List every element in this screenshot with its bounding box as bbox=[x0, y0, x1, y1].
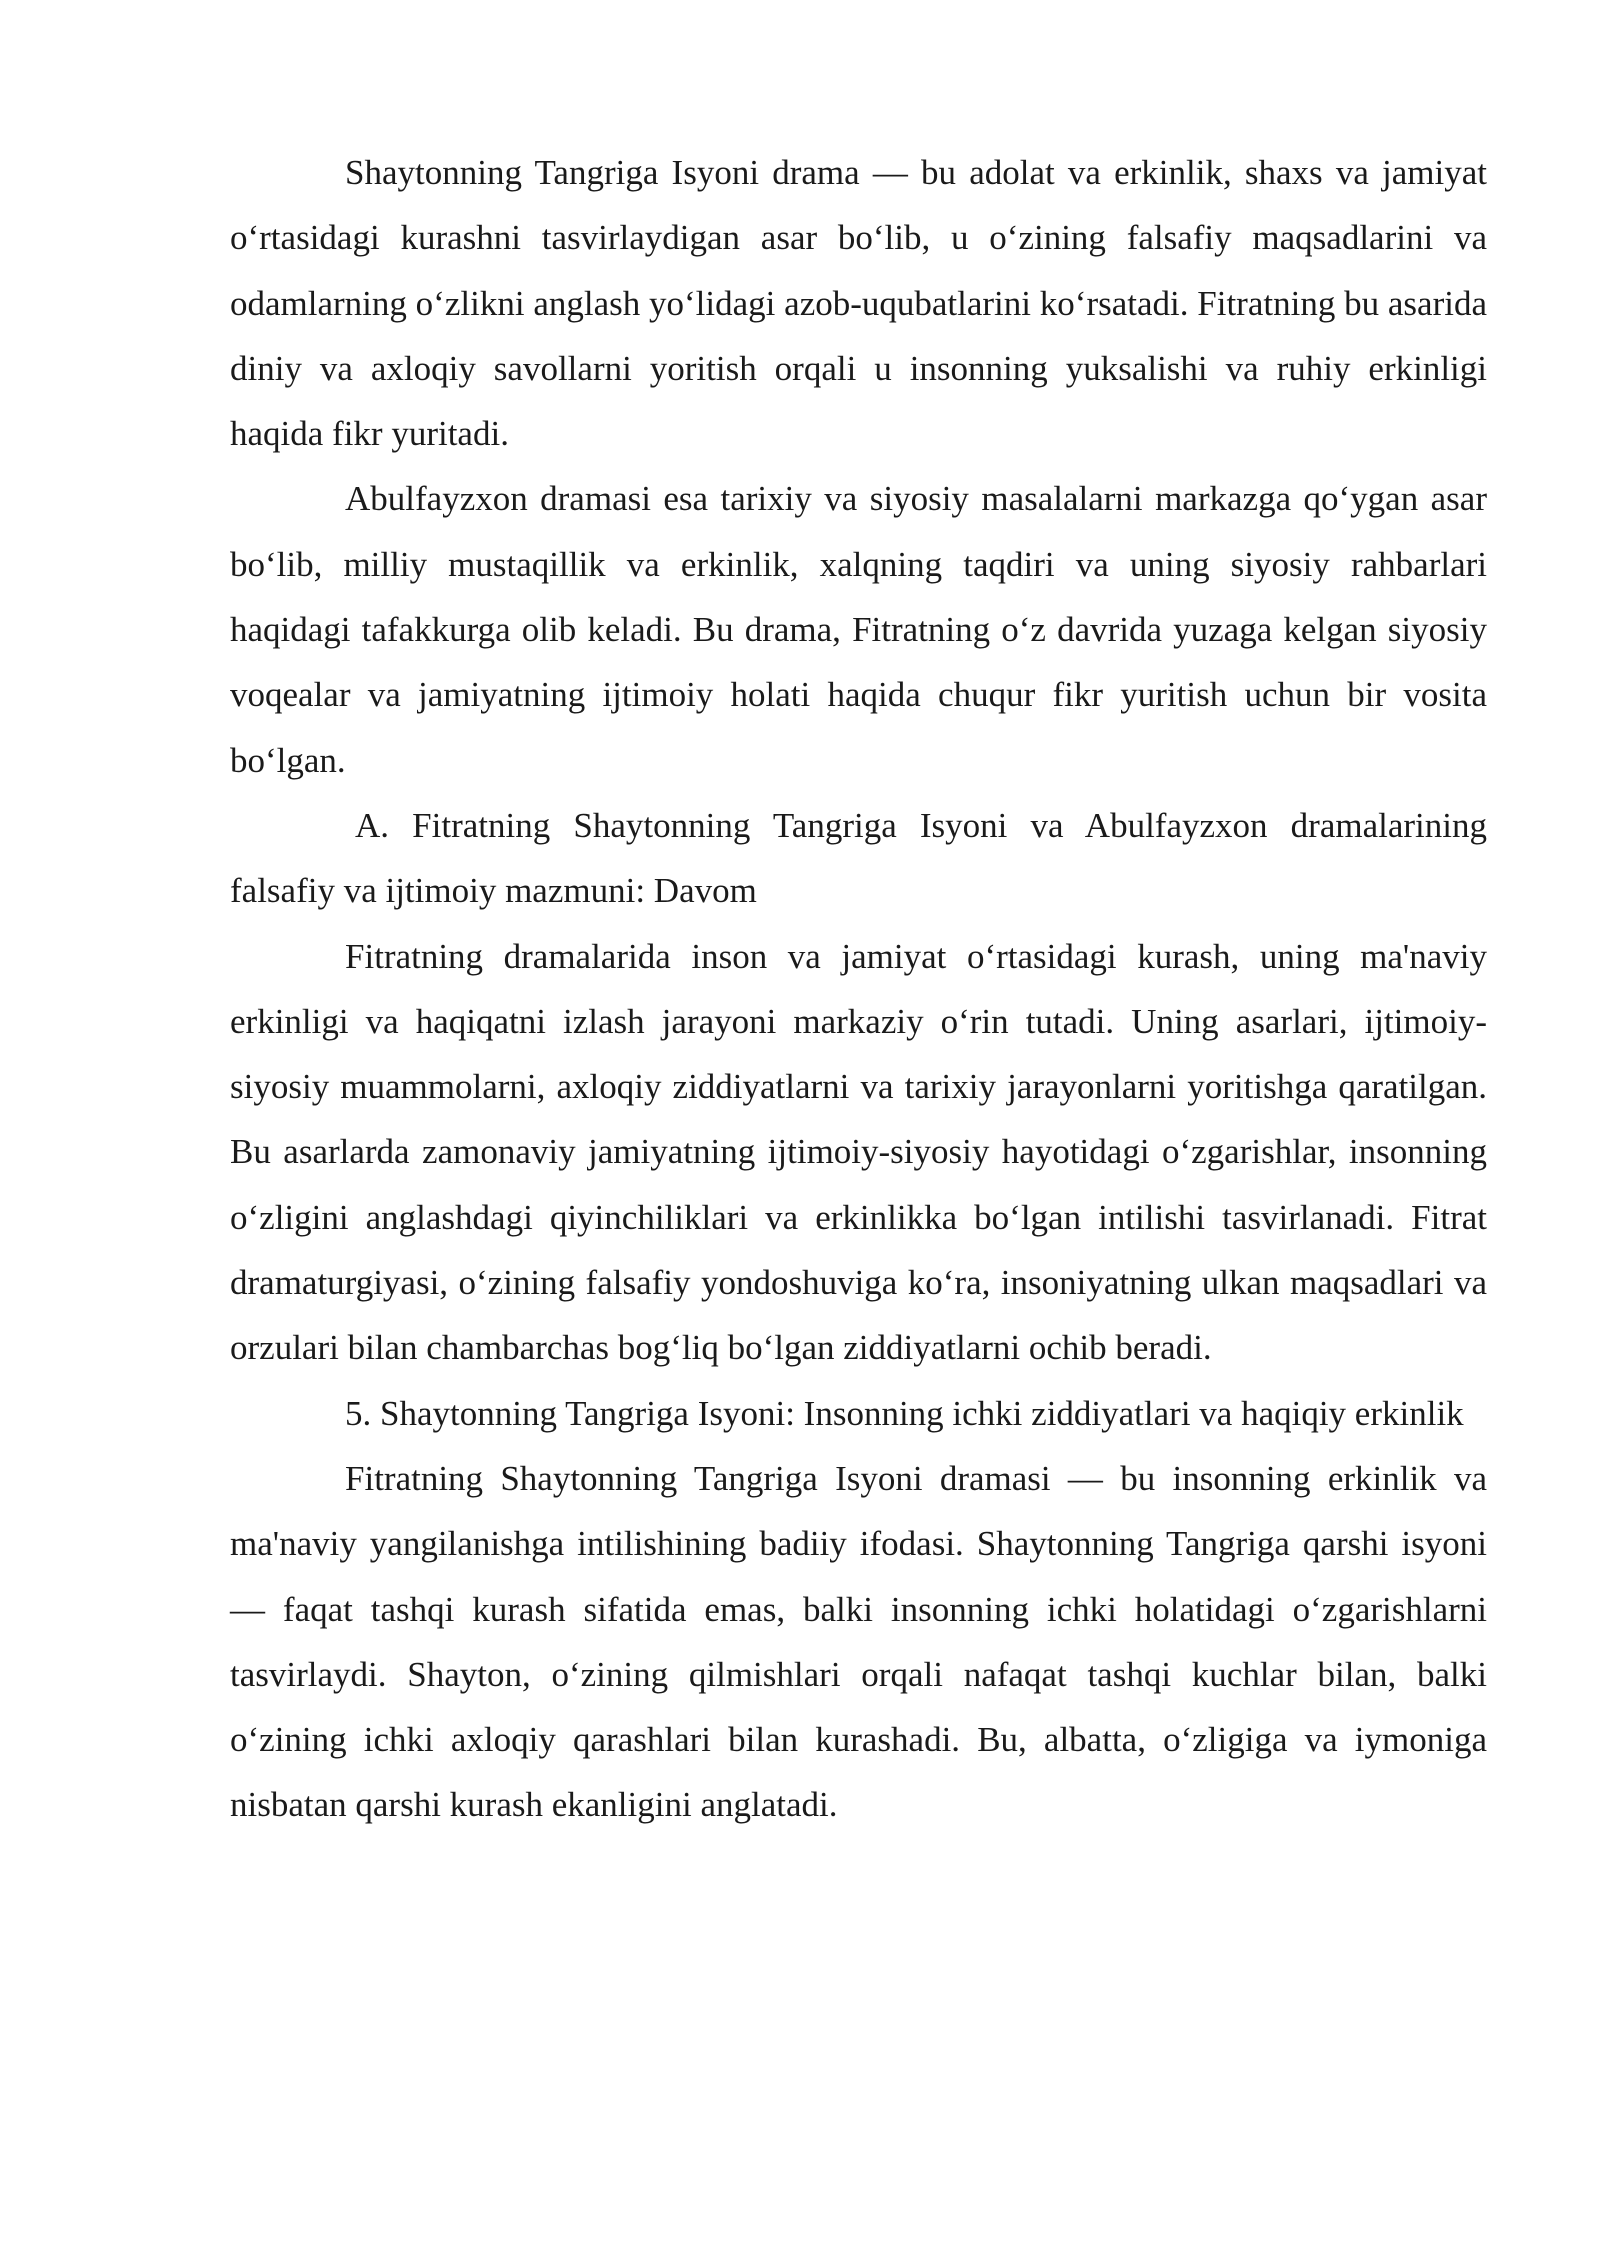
paragraph-shayton-drama: Fitratning Shaytonning Tangriga Isyoni dramasi — bu insonning erkinlik va ma'naviy yangilanishga intilishining badiiy ifodasi. Shaytonning Tangriga qarshi isyoni — faqat tashqi kurash sifatida emas, balki insonning ichki holatidagi o‘zgarishlarni tasvirlaydi. Shayton, o‘zining qilmishlari orqali nafaqat tashqi kuchlar bilan, balki o‘zining ichki axloqiy qarashlari bilan kurashadi. Bu, albatta, o‘zligiga va iymoniga nisbatan qarshi kurash ekanligini anglatadi. bbox=[230, 1458, 1487, 1825]
paragraph-abulfayzxon: Abulfayzxon dramasi esa tarixiy va siyosiy masalalarni markazga qo‘ygan asar bo‘lib, milliy mustaqillik va erkinlik, xalqning taqdiri va uning siyosiy rahbarlari haqidagi tafakkurga olib keladi. Bu drama, Fitratning o‘z davrida yuzaga kelgan siyosiy voqealar va jamiyatning ijtimoiy holati haqida chuqur fikr yuritish uchun bir vosita bo‘lgan. bbox=[230, 479, 1487, 780]
paragraph-intro-shayton: Shaytonning Tangriga Isyoni drama — bu adolat va erkinlik, shaxs va jamiyat o‘rtasidagi kurashni tasvirlaydigan asar bo‘lib, u o‘zining falsafiy maqsadlarini va odamlarning o‘zlikni anglash yo‘lidagi azob-uqubatlarini ko‘rsatadi. Fitratning bu asarida diniy va axloqiy savollarni yoritish orqali u insonning yuksalishi va ruhiy erkinligi haqida fikr yuritadi. bbox=[230, 153, 1487, 454]
document-body bbox=[230, 140, 1487, 1838]
section-heading-5: 5. Shaytonning Tangriga Isyoni: Insonning ichki ziddiyatlari va haqiqiy erkinlik bbox=[345, 1393, 1464, 1433]
paragraph-fitrat-dramas: Fitratning dramalarida inson va jamiyat o‘rtasidagi kurash, uning ma'naviy erkinligi va haqiqatni izlash jarayoni markaziy o‘rin tutadi. Uning asarlari, ijtimoiy-siyosiy muammolarni, axloqiy ziddiyatlarni va tarixiy jarayonlarni yoritishga qaratilgan. Bu asarlarda zamonaviy jamiyatning ijtimoiy-siyosiy hayotidagi o‘zgarishlar, insonning o‘zligini anglashdagi qiyinchiliklari va erkinlikka bo‘lgan intilishi tasvirlanadi. Fitrat dramaturgiyasi, o‘zining falsafiy yondoshuviga ko‘ra, insoniyatning ulkan maqsadlari va orzulari bilan chambarchas bog‘liq bo‘lgan ziddiyatlarni ochib beradi. bbox=[230, 936, 1487, 1368]
section-heading-a: A. Fitratning Shaytonning Tangriga Isyoni va Abulfayzxon dramalarining falsafiy va ijtimoiy mazmuni: Davom bbox=[230, 805, 1487, 911]
